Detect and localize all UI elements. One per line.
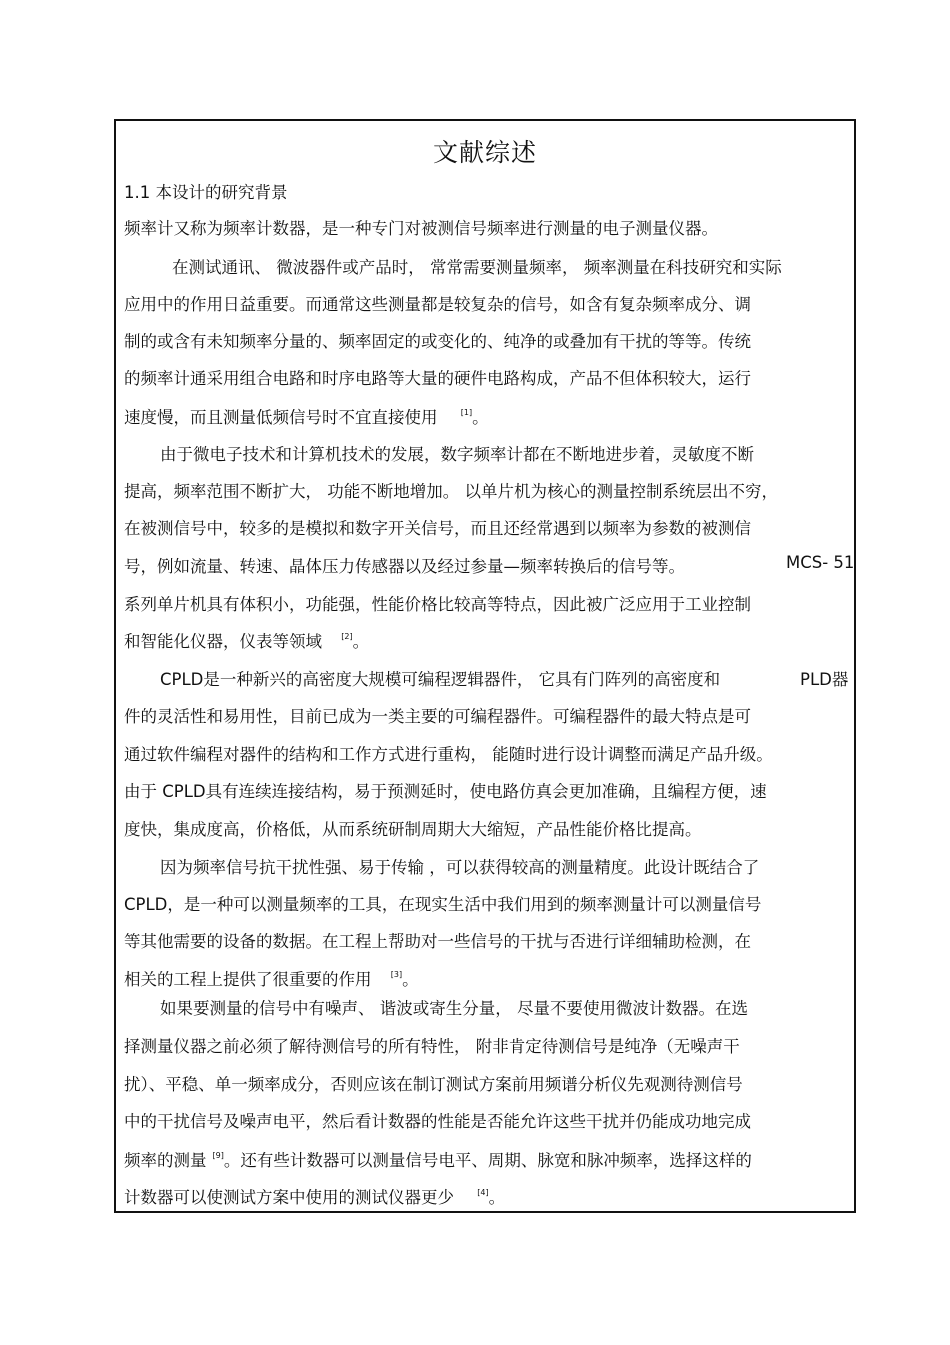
citation-ref: [4] <box>477 1188 489 1197</box>
citation-ref: [1] <box>460 408 473 417</box>
text-segment: 计数器可以使测试方案中使用的测试仪器更少 <box>124 1188 454 1207</box>
text-line: 度快，集成度高，价格低，从而系统研制周期大大缩短，产品性能价格比提高。 <box>124 820 702 839</box>
text-line <box>124 404 489 428</box>
document-frame <box>114 119 856 1213</box>
text-period: 。 <box>352 632 370 651</box>
text-line: 等其他需要的设备的数据。在工程上帮助对一些信号的干扰与否进行详细辅助检测，在 <box>124 932 751 951</box>
text-segment: 相关的工程上提供了很重要的作用 <box>124 970 372 989</box>
citation-ref: [3] <box>390 970 403 979</box>
text-period: 。 <box>402 970 419 989</box>
page-title: 文献综述 <box>432 138 537 167</box>
text-period: 。 <box>223 1151 241 1170</box>
text-line <box>124 628 369 652</box>
text-line <box>124 966 419 990</box>
text-segment: 还有些计数器可以测量信号电平、周期、脉宽和脉冲频率，选择这样的 <box>240 1151 752 1170</box>
text-segment: 频率的测量 <box>124 1151 207 1170</box>
text-segment: PLD器 <box>800 670 849 689</box>
text-line: 在被测信号中，较多的是模拟和数字开关信号，而且还经常遇到以频率为参数的被测信 <box>124 519 751 538</box>
text-line: 通过软件编程对器件的结构和工作方式进行重构， 能随时进行设计调整而满足产品升级。 <box>124 745 773 764</box>
text-line: 在测试通讯、 微波器件或产品时， 常常需要测量频率， 频率测量在科技研究和实际 <box>172 258 782 277</box>
text-line: 频率计又称为频率计数器，是一种专门对被测信号频率进行测量的电子测量仪器。 <box>124 219 718 238</box>
text-line: 制的或含有未知频率分量的、频率固定的或变化的、纯净的或叠加有干扰的等等。传统 <box>124 332 751 351</box>
text-line: 由于微电子技术和计算机技术的发展，数字频率计都在不断地进步着，灵敏度不断 <box>160 445 754 464</box>
text-line: 如果要测量的信号中有噪声、 谐波或寄生分量， 尽量不要使用微波计数器。在选 <box>160 999 748 1018</box>
text-line <box>124 1184 505 1208</box>
text-line <box>124 1147 752 1171</box>
text-line: CPLD，是一种可以测量频率的工具，在现实生活中我们用到的频率测量计可以测量信号 <box>124 895 762 914</box>
citation-ref: [2] <box>341 632 353 641</box>
text-segment: 速度慢，而且测量低频信号时不宜直接使用 <box>124 408 438 427</box>
text-line: 因为频率信号抗干扰性强、易于传输 ，可以获得较高的测量精度。此设计既结合了 <box>160 858 760 877</box>
text-segment: MCS- 51 <box>786 553 855 572</box>
text-line: 提高，频率范围不断扩大， 功能不断地增加。 以单片机为核心的测量控制系统层出不穷， <box>124 482 778 501</box>
text-line: 号，例如流量、转速、晶体压力传感器以及经过参量—频率转换后的信号等。 <box>124 557 685 576</box>
text-line: 件的灵活性和易用性，目前已成为一类主要的可编程器件。可编程器件的最大特点是可 <box>124 707 751 726</box>
text-period: 。 <box>488 1188 506 1207</box>
text-line: 的频率计通采用组合电路和时序电路等大量的硬件电路构成，产品不但体积较大，运行 <box>124 369 751 388</box>
text-line: 择测量仪器之前必须了解待测信号的所有特性， 附非肯定待测信号是纯净（无噪声干 <box>124 1037 740 1056</box>
citation-ref: [9] <box>212 1151 224 1160</box>
text-line: 扰）、平稳、单一频率成分，否则应该在制订测试方案前用频谱分析仪先观测待测信号 <box>124 1075 743 1094</box>
text-line: CPLD是一种新兴的高密度大规模可编程逻辑器件， 它具有门阵列的高密度和 <box>160 670 721 689</box>
text-line: 由于 CPLD具有连续连接结构，易于预测延时，使电路仿真会更加准确，且编程方便，速 <box>124 782 767 801</box>
section-heading: 1.1 本设计的研究背景 <box>124 183 288 202</box>
text-segment: 和智能化仪器，仪表等领域 <box>124 632 322 651</box>
text-line: 系列单片机具有体积小，功能强，性能价格比较高等特点，因此被广泛应用于工业控制 <box>124 595 751 614</box>
text-line: 应用中的作用日益重要。而通常这些测量都是较复杂的信号，如含有复杂频率成分、调 <box>124 295 751 314</box>
text-line: 中的干扰信号及噪声电平，然后看计数器的性能是否能允许这些干扰并仍能成功地完成 <box>124 1112 751 1131</box>
text-period: 。 <box>472 408 489 427</box>
